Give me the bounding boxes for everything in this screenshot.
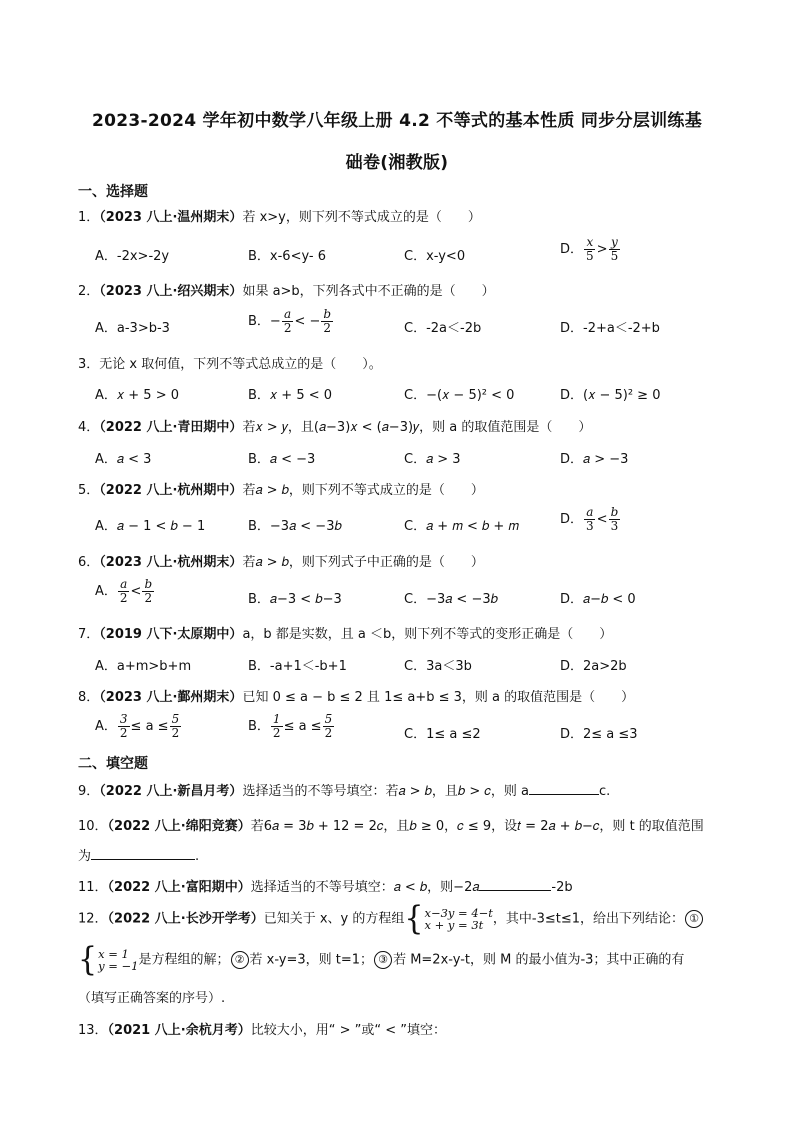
q7-option-d[interactable]: D．2a>2b: [560, 659, 627, 674]
q1-text: 若 x>y，则下列不等式成立的是（ ）: [242, 210, 481, 225]
q5-option-a[interactable]: A．𝑎 − 1 < 𝑏 − 1: [95, 519, 206, 534]
q1-number: 1．: [78, 210, 100, 225]
q12-solution-system: { x = 1 y = −1: [78, 940, 139, 979]
question-13: 13．（2021 八上·余杭月考）比较大小，用“ > ”或“ < ”填空：: [78, 1023, 446, 1038]
q12-equation-system: { x−3y = 4−t x + y = 3t: [404, 899, 493, 938]
q5-option-b[interactable]: B．−3𝑎 < −3𝑏: [248, 519, 342, 534]
question-8: 8．（2023 八上·鄞州期末）已知 0 ≤ a − b ≤ 2 且 1≤ a+b ≤ 3，则 a 的取值范围是（ ）: [78, 690, 635, 705]
question-6: 6．（2023 八上·杭州期末）若𝑎 > 𝑏，则下列式子中正确的是（ ）: [78, 555, 484, 570]
q12-conclusion-1-marker: ①: [685, 910, 703, 928]
q11-answer-blank[interactable]: [479, 889, 551, 891]
q8-option-c[interactable]: C．1≤ a ≤2: [404, 727, 481, 742]
q1-option-a[interactable]: A．-2x>-2y: [95, 249, 170, 264]
q3-option-a[interactable]: A．𝑥 + 5 > 0: [95, 388, 179, 403]
section-choice: 一、选择题: [78, 184, 148, 200]
q5-option-c[interactable]: C．𝑎 + 𝑚 < 𝑏 + 𝑚: [404, 519, 519, 534]
q4-option-a[interactable]: A．𝑎 < 3: [95, 452, 152, 467]
q1-source: （2023 八上·温州期末）: [99, 210, 243, 225]
question-5: 5．（2022 八上·杭州期中）若𝑎 > 𝑏，则下列不等式成立的是（ ）: [78, 483, 484, 498]
q2-option-a[interactable]: A．a-3>b-3: [95, 321, 170, 336]
q4-option-c[interactable]: C．𝑎 > 3: [404, 452, 461, 467]
q12-conclusion-2-marker: ②: [231, 951, 249, 969]
q2-option-b[interactable]: B．− $\frac{a}{2}$ < − $\frac{b}{2}$: [248, 307, 332, 335]
q8-option-b[interactable]: B． $\frac{1}{2}$ ≤ a ≤ $\frac{5}{2}$: [248, 712, 333, 740]
q3-option-c[interactable]: C．−(𝑥 − 5)² < 0: [404, 388, 515, 403]
question-10-line2: 为 .: [78, 849, 200, 864]
q7-option-a[interactable]: A．a+m>b+m: [95, 659, 192, 674]
q3-option-d[interactable]: D．(𝑥 − 5)² ≥ 0: [560, 388, 661, 403]
q4-option-b[interactable]: B．𝑎 < −3: [248, 452, 316, 467]
question-7: 7．（2019 八下·太原期中）a，b 都是实数，且 a ＜b，则下列不等式的变形正确是（ ）: [78, 627, 613, 642]
q6-option-a[interactable]: A． $\frac{a}{2}$ < $\frac{b}{2}$: [95, 577, 153, 605]
question-12-line2: { x = 1 y = −1 是方程组的解； ② 若 x-y=3，则 t=1； ③ 若 M=2x-y-t，则 M 的最小值为-3；其中正确的有: [78, 940, 685, 979]
q9-answer-blank[interactable]: [529, 793, 599, 795]
q4-option-d[interactable]: D．𝑎 > −3: [560, 452, 629, 467]
q8-option-a[interactable]: A． $\frac{3}{2}$ ≤ a ≤ $\frac{5}{2}$: [95, 712, 180, 740]
q2-option-d[interactable]: D．-2+a＜-2+b: [560, 321, 660, 336]
q7-option-b[interactable]: B．-a+1＜-b+1: [248, 659, 347, 674]
q10-answer-blank[interactable]: [91, 858, 195, 860]
question-9: 9．（2022 八上·新昌月考）选择适当的不等号填空：若𝑎 > 𝑏，且𝑏 > 𝑐，则 a c.: [78, 784, 611, 799]
question-4: 4．（2022 八上·青田期中）若𝑥 > 𝑦，且(𝑎−3)𝑥 < (𝑎−3)𝑦，则 a 的取值范围是（ ）: [78, 420, 592, 435]
q12-conclusion-3-marker: ③: [374, 951, 392, 969]
section-fill: 二、填空题: [78, 756, 148, 772]
document-title-line2: 础卷(湘教版): [345, 153, 449, 173]
question-12: 12．（2022 八上·长沙开学考）已知关于 x、y 的方程组 { x−3y = 4−t x + y = 3t ，其中-3≤t≤1，给出下列结论： ①: [78, 904, 704, 934]
document-title-line1: 2023-2024 学年初中数学八年级上册 4.2 不等式的基本性质 同步分层训练基: [91, 111, 703, 131]
q3-option-b[interactable]: B．𝑥 + 5 < 0: [248, 388, 333, 403]
q7-option-c[interactable]: C．3a＜3b: [404, 659, 472, 674]
question-2: 2．（2023 八上·绍兴期末）如果 a>b，下列各式中不正确的是（ ）: [78, 284, 495, 299]
question-3: 3．无论 x 取何值，下列不等式总成立的是（ ）。: [78, 357, 382, 372]
q6-option-d[interactable]: D．𝑎−𝑏 < 0: [560, 592, 636, 607]
question-11: 11．（2022 八上·富阳期中）选择适当的不等号填空：𝑎 < 𝑏，则−2𝑎 -2b: [78, 880, 573, 895]
q2-option-c[interactable]: C．-2a＜-2b: [404, 321, 482, 336]
question-10: 10．（2022 八上·绵阳竞赛）若6𝑎 = 3𝑏 + 12 = 2𝑐，且𝑏 ≥ 0，𝑐 ≤ 9，设𝑡 = 2𝑎 + 𝑏−𝑐，则 t 的取值范围: [78, 819, 704, 834]
q1-option-c[interactable]: C．x-y<0: [404, 249, 466, 264]
question-12-line3: （填写正确答案的序号）.: [78, 991, 226, 1006]
q6-option-c[interactable]: C．−3𝑎 < −3𝑏: [404, 592, 498, 607]
question-1: [78, 206, 481, 225]
q1-option-b[interactable]: B．x-6<y- 6: [248, 249, 327, 264]
q6-option-b[interactable]: B．𝑎−3 < 𝑏−3: [248, 592, 342, 607]
q8-option-d[interactable]: D．2≤ a ≤3: [560, 727, 638, 742]
q1-option-d[interactable]: D． $\frac{x}{5}$ > $\frac{y}{5}$: [560, 235, 619, 263]
q5-option-d[interactable]: D． $\frac{a}{3}$ < $\frac{b}{3}$: [560, 505, 619, 533]
